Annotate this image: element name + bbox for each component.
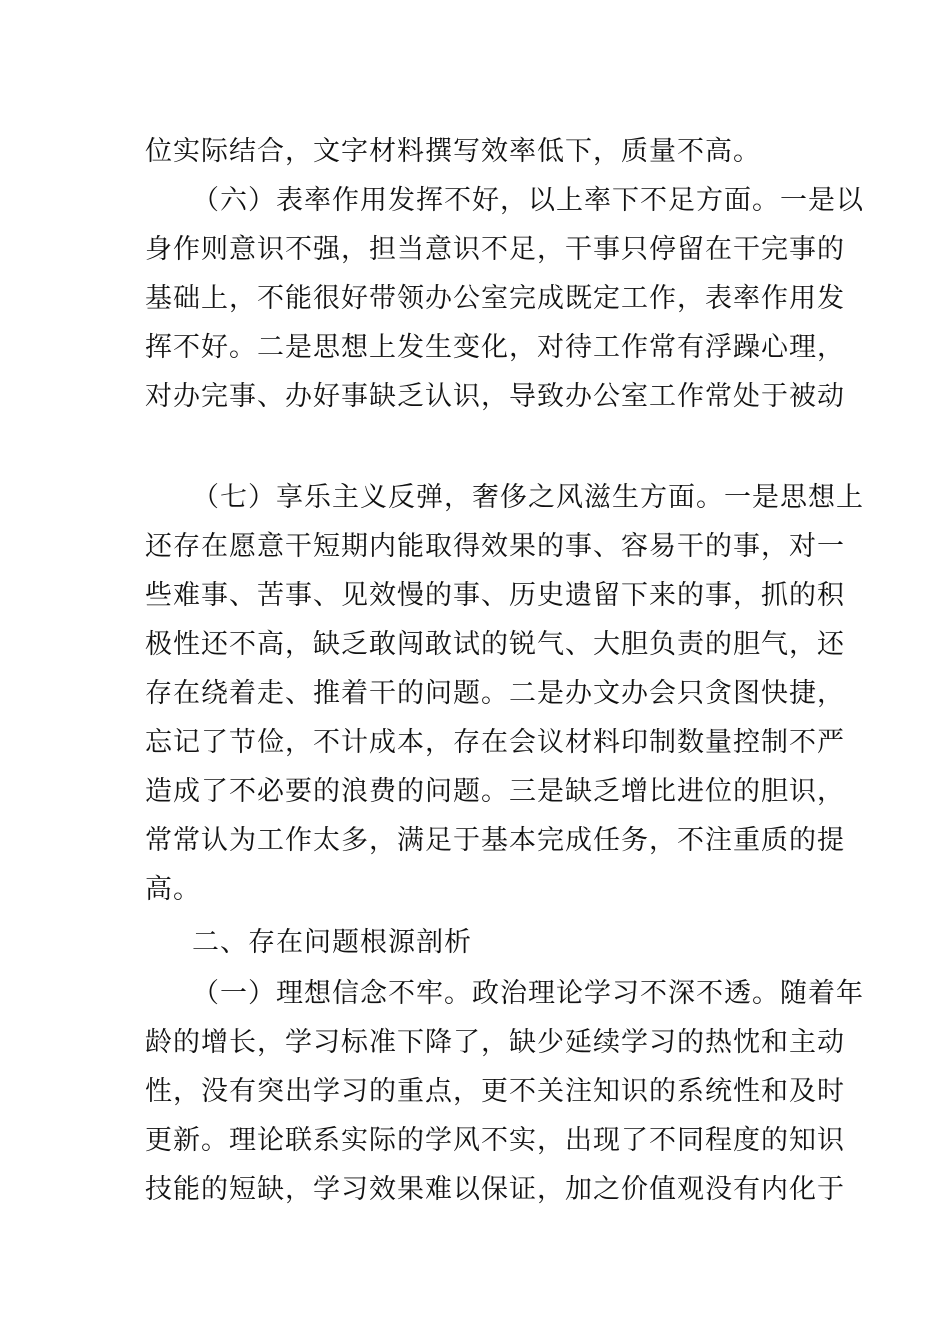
text-line: 挥不好。二是思想上发生变化，对待工作常有浮躁心理， (145, 332, 845, 363)
text-line: 忘记了节俭，不计成本，存在会议材料印制数量控制不严 (145, 727, 845, 758)
text-line: 对办完事、办好事缺乏认识，导致办公室工作常处于被动 (145, 381, 845, 412)
text-line: 龄的增长，学习标准下降了，缺少延续学习的热忱和主动 (145, 1027, 845, 1058)
text-line: 些难事、苦事、见效慢的事、历史遗留下来的事，抓的积 (145, 580, 845, 611)
section-heading: 二、存在问题根源剖析 (192, 927, 472, 958)
text-line: 位实际结合，文字材料撰写效率低下，质量不高。 (145, 136, 761, 167)
text-line: （七）享乐主义反弹，奢侈之风滋生方面。一是思想上 (192, 482, 864, 513)
text-line: （一）理想信念不牢。政治理论学习不深不透。随着年 (192, 978, 864, 1009)
text-line: 高。 (145, 874, 201, 905)
text-line: 常常认为工作太多，满足于基本完成任务，不注重质的提 (145, 825, 845, 856)
text-line: 基础上，不能很好带领办公室完成既定工作，表率作用发 (145, 283, 845, 314)
text-line: 更新。理论联系实际的学风不实，出现了不同程度的知识 (145, 1125, 845, 1156)
text-line: 存在绕着走、推着干的问题。二是办文办会只贪图快捷， (145, 678, 845, 709)
text-line: （六）表率作用发挥不好，以上率下不足方面。一是以 (192, 185, 864, 216)
text-line: 还存在愿意干短期内能取得效果的事、容易干的事，对一 (145, 531, 845, 562)
text-line: 身作则意识不强，担当意识不足，干事只停留在干完事的 (145, 234, 845, 265)
text-line: 造成了不必要的浪费的问题。三是缺乏增比进位的胆识， (145, 776, 845, 807)
text-line: 极性还不高，缺乏敢闯敢试的锐气、大胆负责的胆气，还 (145, 629, 845, 660)
text-line: 性，没有突出学习的重点，更不关注知识的系统性和及时 (145, 1076, 845, 1107)
text-line: 技能的短缺，学习效果难以保证，加之价值观没有内化于 (145, 1174, 845, 1205)
